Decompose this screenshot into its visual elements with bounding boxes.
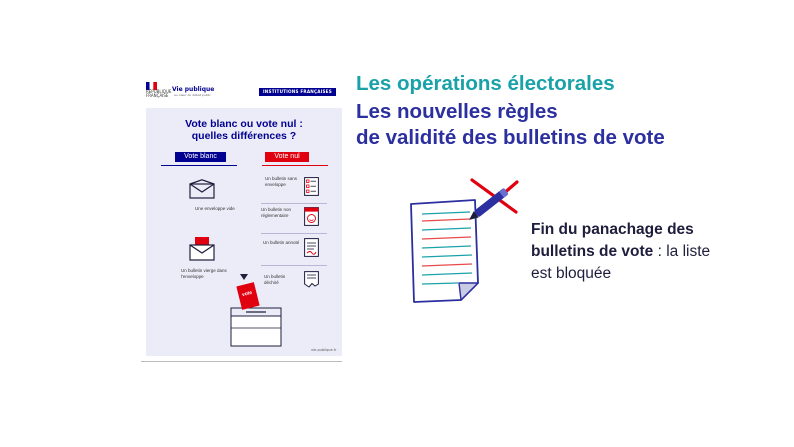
blanc-item-2: Un bulletin vierge dans l'enveloppe (181, 268, 227, 279)
poster-title-line1: Vote blanc ou vote nul : (185, 118, 303, 130)
torn-ballot-icon (304, 271, 319, 290)
annotated-ballot-icon (304, 238, 319, 257)
ballot-vote-label: vote (241, 289, 253, 299)
nul-item-3: Un bulletin annoté (263, 240, 300, 245)
caption-rest: : la liste est bloquée (531, 243, 711, 282)
vote-blanc-label: Vote blanc (175, 152, 226, 162)
republique-logo-text: RÉPUBLIQUE FRANÇAISE (146, 89, 172, 98)
poster-footer: vie-publique.fr (311, 348, 337, 352)
heading-new-rules-line1: Les nouvelles règles (356, 100, 558, 123)
non-regulation-ballot-icon (304, 207, 319, 226)
caption-bold: Fin du panachage des bulletins de vote (531, 221, 694, 260)
blanc-item-1: Une enveloppe vide (195, 206, 235, 211)
nul-separator-2 (261, 233, 327, 234)
nul-item-4: Un bulletin déchiré (264, 274, 286, 285)
poster-bottom-line (141, 361, 342, 362)
institutions-tag: INSTITUTIONS FRANÇAISES (259, 88, 336, 96)
caption-panachage (531, 219, 711, 285)
ballot-box-icon (226, 280, 286, 348)
poster-title-line2: quelles différences ? (191, 130, 297, 142)
heading-electoral-operations: Les opérations électorales (356, 72, 615, 95)
empty-envelope-icon (189, 179, 215, 199)
poster-title (146, 118, 342, 142)
poster-vote-blanc-nul (141, 76, 342, 362)
vote-nul-label: Vote nul (265, 152, 309, 162)
vie-publique-logo: Vie publique (172, 86, 215, 93)
nul-separator-3 (261, 265, 327, 266)
heading-new-rules-line2: de validité des bulletins de vote (356, 126, 665, 149)
crossed-out-ballot-icon (400, 178, 525, 320)
vie-publique-subtitle: au cœur du débat public (174, 93, 211, 97)
vote-nul-underline (262, 165, 328, 166)
nul-item-1: Un bulletin sans enveloppe (265, 176, 298, 187)
envelope-blank-ballot-icon (188, 236, 216, 262)
nul-item-2: Un bulletin non réglementaire (261, 207, 292, 218)
vote-blanc-underline (161, 165, 237, 166)
ballot-list-icon (304, 177, 319, 196)
nul-separator-1 (261, 203, 327, 204)
